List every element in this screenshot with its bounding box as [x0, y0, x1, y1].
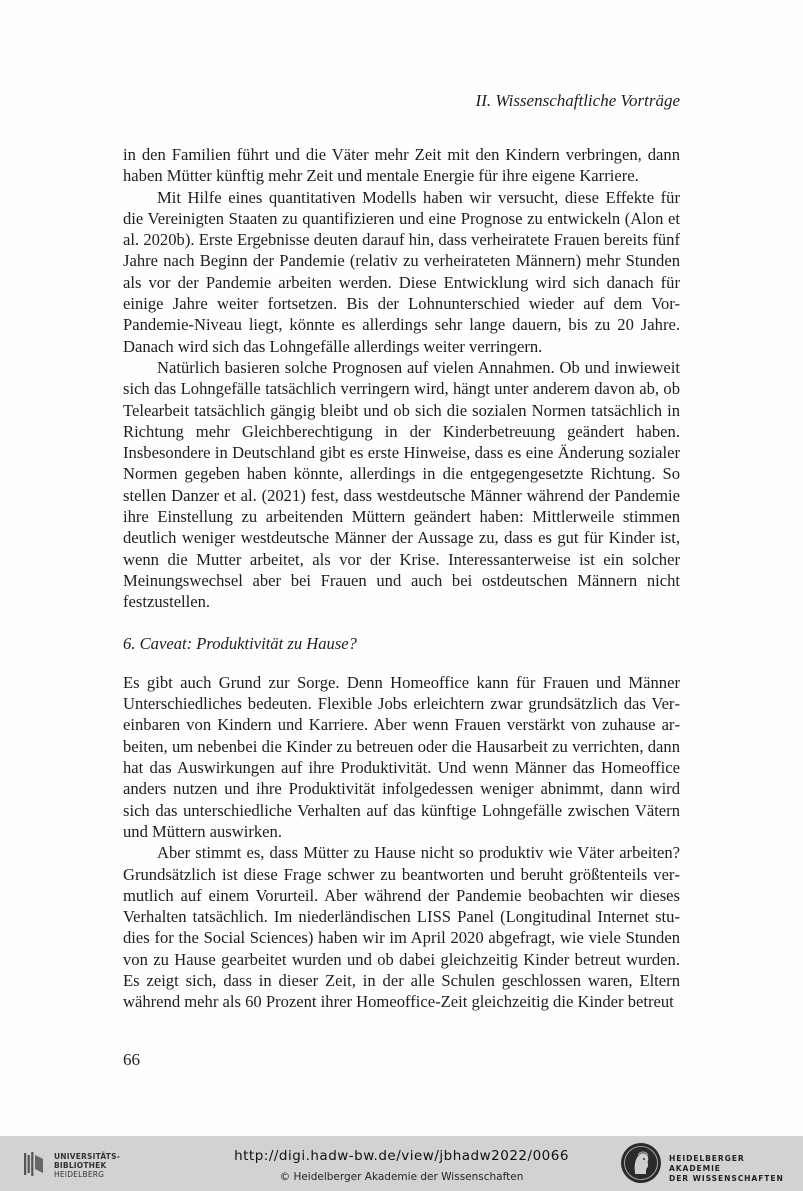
ub-logo-text: UNIVERSITÄTS- BIBLIOTHEK HEIDELBERG [54, 1152, 121, 1179]
paragraph-2: Mit Hilfe eines quantitativen Modells haben wir versucht, diese Effekte für die Vereinigten Staaten zu quantifizieren und eine Prognose zu entwickeln (Alon et al. 2020b). Erste Ergebnisse deuten darauf hin, dass verheiratete Frauen bereits fünf Jahre nach Beginn der Pandemie (relativ zu verheirateten Männern) mehr Stunden als vor der Pandemie arbeiten werden. Diese Entwicklung wird sich danach für einige Jahre weiter fortsetzen. Bis der Lohnunterschied wieder auf dem Vor-Pandemie-Niveau liegt, könnte es allerdings sehr lange dauern, bis zu 20 Jahre. Danach wird sich das Lohngefälle allerdings weiter verringern. [123, 187, 680, 356]
section-heading: 6. Caveat: Produktivität zu Hause? [123, 633, 357, 653]
hadw-logo-text: HEIDELBERGER AKADEMIE DER WISSENSCHAFTEN [669, 1154, 784, 1183]
copyright-notice: © Heidelberger Akademie der Wissenschaften [279, 1171, 524, 1183]
paragraph-1: in den Familien führt und die Väter mehr Zeit mit den Kindern verbringen, dann haben Mütter künftig mehr Zeit und mentale Energie für ihre eigene Karriere. [123, 145, 680, 186]
academy-emblem-icon [620, 1142, 662, 1184]
body-text [123, 144, 680, 1013]
paragraph-3: Natürlich basieren solche Prognosen auf vielen Annahmen. Ob und inwieweit sich das Lohngefälle tatsächlich verringern wird, hängt unter anderem davon ab, ob Telearbeit tatsächlich gängig bleibt und ob sich die sozialen Normen tatsächlich in Richtung mehr Gleichberechtigung in der Kinderbetreuung geändert haben. Insbesondere in Deutschland gibt es erste Hinweise, dass es eine Änderung sozialer Normen gegeben haben könnte, allerdings in die entgegengesetzte Richtung. So stellen Danzer et al. (2021) fest, dass westdeutsche Männer während der Pandemie ihre Einstellung zu arbeitenden Müttern geändert haben: Mittlerweile stimmen deutlich weniger westdeutsche Männer der Aussage zu, dass es gut für Kinder ist, wenn die Mutter arbeitet, als vor der Krise. Interessanterweise ist ein solcher Meinungswechsel aber bei Frauen und auch bei ostdeutschen Männern nicht festzustellen. [123, 357, 680, 612]
footer-bar [0, 1136, 803, 1191]
paragraph-4: Es gibt auch Grund zur Sorge. Denn Homeoffice kann für Frauen und Männer Unterschiedliches bedeuten. Flexible Jobs erleichtern zwar grundsätzlich das Vereinbaren von Kindern und Karriere. Aber wenn Frauen verstärkt von zuhause arbeiten, um nebenbei die Kinder zu betreuen oder die Hausarbeit zu verrichten, dann hat das Auswirkungen auf ihre Produktivität. Und wenn Männer das Homeoffice anders nutzen und ihre Produktivität infolgedessen weniger abnimmt, dann wird sich das unterschiedliche Verhalten auf das künftige Lohngefälle zwischen Vätern und Müttern auswirken. [123, 672, 680, 841]
hadw-logo[interactable] [620, 1142, 798, 1186]
permalink-url[interactable]: http://digi.hadw-bw.de/view/jbhadw2022/0066 [234, 1148, 569, 1164]
paragraph-5: Aber stimmt es, dass Mütter zu Hause nicht so produktiv wie Väter arbeiten? Grundsätzlich ist diese Frage schwer zu beantworten und beruht größtenteils vermutlich auf einem Vorurteil. Aber während der Pandemie beobachten wir dieses Verhalten tatsächlich. Im niederländischen LISS Panel (Longitudinal Internet studies for the Social Sciences) haben wir im April 2020 abgefragt, wie viele Stunden von zu Hause gearbeitet wurden und ob dabei gleichzeitig Kinder betreut wurden. Es zeigt sich, dass in dieser Zeit, in der alle Schulen geschlossen waren, Eltern während mehr als 60 Prozent ihrer Homeoffice-Zeit gleichzeitig die Kinder betreut [123, 843, 680, 1012]
running-header: II. Wissenschaftliche Vorträge [475, 91, 680, 110]
page-number: 66 [123, 1050, 140, 1069]
